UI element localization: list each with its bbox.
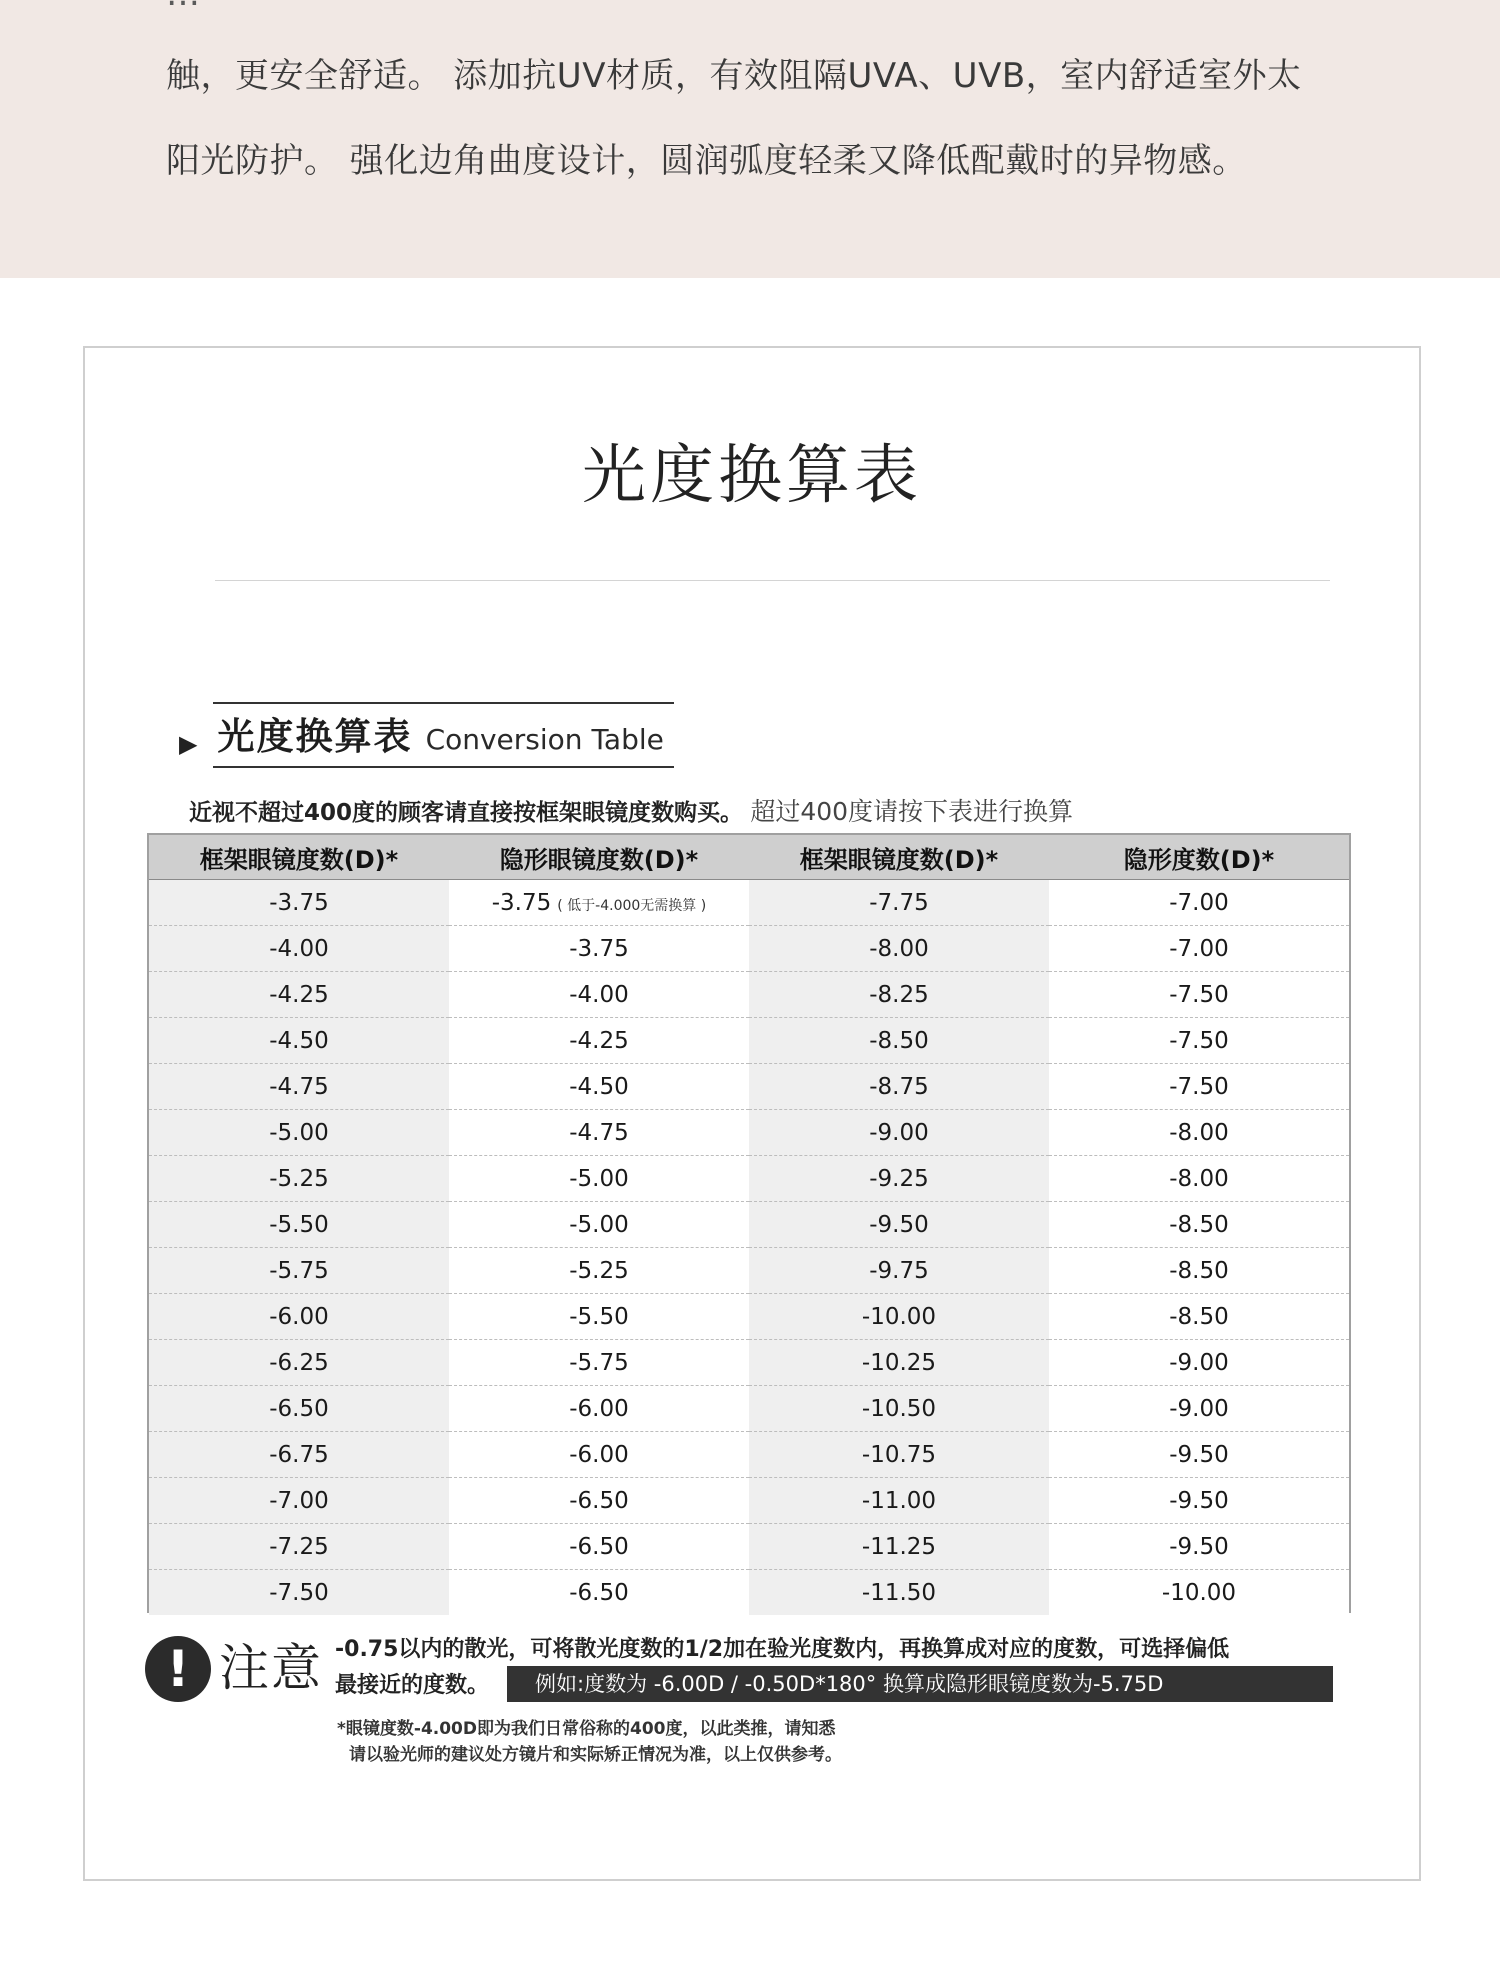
table-row [149, 1018, 1349, 1064]
triangle-right-icon: ▶ [179, 730, 198, 758]
table-cell [1049, 1294, 1349, 1340]
table-cell [749, 1202, 1049, 1248]
cell-value: -10.75 [861, 1441, 937, 1468]
cell-value: -5.50 [269, 1211, 329, 1238]
table-row [149, 1248, 1349, 1294]
intro-line: 触，更安全舒适。 添加抗UV材质，有效阻隔UVA、UVB，室内舒适室外太 [166, 56, 1302, 96]
cell-value: -4.75 [269, 1073, 329, 1100]
cell-value: -8.50 [869, 1027, 929, 1054]
column-header: 隐形度数(D)* [1049, 835, 1349, 880]
cell-value: -9.00 [869, 1119, 929, 1146]
table-cell [1049, 1202, 1349, 1248]
table-cell [749, 1156, 1049, 1202]
cell-value: -11.00 [861, 1487, 937, 1514]
table-cell [749, 926, 1049, 972]
cell-value: -7.00 [1169, 889, 1229, 916]
cell-value: -9.50 [869, 1211, 929, 1238]
cell-value: -5.00 [569, 1211, 629, 1238]
cell-value: -5.25 [569, 1257, 629, 1284]
cell-value: -7.50 [269, 1579, 329, 1606]
table-cell [449, 1386, 749, 1432]
table-cell [149, 1524, 449, 1570]
table-cell [1049, 1524, 1349, 1570]
table-cell [1049, 1064, 1349, 1110]
warning-title: 注意 [219, 1639, 323, 1697]
table-row [149, 1570, 1349, 1616]
cell-value: -3.75 [569, 935, 629, 962]
cell-value: -6.50 [569, 1487, 629, 1514]
notice-text-secondary: 超过400度请按下表进行换算 [750, 797, 1074, 826]
cell-value: -8.00 [1169, 1119, 1229, 1146]
table-row [149, 880, 1349, 926]
table-cell [149, 1386, 449, 1432]
table-cell [449, 1248, 749, 1294]
title-divider [215, 580, 1330, 581]
footnote: 请以验光师的建议处方镜片和实际矫正情况为准，以上仅供参考。 [349, 1745, 842, 1765]
table-cell [149, 1294, 449, 1340]
table-cell [749, 972, 1049, 1018]
cell-value: -4.00 [269, 935, 329, 962]
table-row [149, 1294, 1349, 1340]
table-cell [149, 1202, 449, 1248]
cell-value: -11.50 [861, 1579, 937, 1606]
table-cell [449, 1110, 749, 1156]
table-cell [1049, 1018, 1349, 1064]
table-cell [449, 1524, 749, 1570]
table-cell [449, 1478, 749, 1524]
cell-value: -6.25 [269, 1349, 329, 1376]
table-cell [449, 972, 749, 1018]
section-label [213, 702, 673, 768]
cell-value: -5.00 [569, 1165, 629, 1192]
table-cell [449, 1202, 749, 1248]
cell-value: -7.00 [269, 1487, 329, 1514]
table-cell [1049, 1432, 1349, 1478]
cell-value: -9.75 [869, 1257, 929, 1284]
table-row [149, 1340, 1349, 1386]
table-cell [449, 880, 749, 926]
cell-value: -4.50 [569, 1073, 629, 1100]
example-banner: 例如:度数为 -6.00D / -0.50D*180° 换算成隐形眼镜度数为-5.75D [507, 1666, 1333, 1702]
table-cell [449, 926, 749, 972]
table-row [149, 1524, 1349, 1570]
table-cell [1049, 1386, 1349, 1432]
table-cell [449, 1294, 749, 1340]
table-cell [149, 1018, 449, 1064]
table-cell [149, 1478, 449, 1524]
intro-line [166, 0, 201, 14]
table-cell [749, 1064, 1049, 1110]
table-cell [749, 1524, 1049, 1570]
table-cell [149, 1570, 449, 1616]
cell-value: -7.00 [1169, 935, 1229, 962]
cell-value: -9.50 [1169, 1487, 1229, 1514]
table-cell [149, 926, 449, 972]
table-cell [749, 1018, 1049, 1064]
table-cell [749, 1340, 1049, 1386]
table-cell [749, 880, 1049, 926]
cell-value: -8.50 [1169, 1303, 1229, 1330]
warning-text: -0.75以内的散光，可将散光度数的1/2加在验光度数内，再换算成对应的度数，可选择偏低 [335, 1637, 1230, 1662]
cell-value: -7.50 [1169, 1073, 1229, 1100]
table-cell [1049, 926, 1349, 972]
table-cell [749, 1294, 1049, 1340]
cell-value: -8.75 [869, 1073, 929, 1100]
table-cell [449, 1570, 749, 1616]
table-cell [1049, 972, 1349, 1018]
cell-value: -5.75 [569, 1349, 629, 1376]
table-header-row [149, 835, 1349, 880]
cell-value: -8.50 [1169, 1257, 1229, 1284]
page-title: 光度换算表 [582, 439, 922, 513]
table-cell [749, 1110, 1049, 1156]
cell-value: -6.75 [269, 1441, 329, 1468]
cell-value: -10.00 [1161, 1579, 1237, 1606]
cell-note: ( 低于-4.000无需换算 ) [557, 897, 707, 914]
section-title-cn: 光度换算表 [217, 715, 413, 758]
conversion-card [83, 346, 1421, 1881]
cell-value: -8.25 [869, 981, 929, 1008]
table-cell [149, 880, 449, 926]
intro-panel [0, 0, 1500, 278]
table-cell [1049, 1478, 1349, 1524]
table-cell [749, 1570, 1049, 1616]
cell-value: -7.50 [1169, 1027, 1229, 1054]
table-cell [449, 1064, 749, 1110]
table-cell [749, 1478, 1049, 1524]
section-heading [179, 714, 674, 768]
table-cell [749, 1432, 1049, 1478]
table-cell [449, 1432, 749, 1478]
cell-value: -5.75 [269, 1257, 329, 1284]
cell-value: -7.75 [869, 889, 929, 916]
table-cell [749, 1386, 1049, 1432]
table-cell [149, 1432, 449, 1478]
cell-value: -10.00 [861, 1303, 937, 1330]
table-row [149, 1064, 1349, 1110]
table-row [149, 926, 1349, 972]
purchase-notice [189, 792, 1073, 828]
cell-value: -4.25 [269, 981, 329, 1008]
cell-value: -8.00 [869, 935, 929, 962]
column-header: 框架眼镜度数(D)* [749, 835, 1049, 880]
table-row [149, 1156, 1349, 1202]
table-cell [1049, 1570, 1349, 1616]
section-title-en: Conversion Table [425, 723, 664, 756]
table-cell [149, 1340, 449, 1386]
conversion-table [147, 833, 1351, 1613]
notice-text: 近视不超过400度的顾客请直接按框架眼镜度数购买。 [189, 800, 744, 826]
cell-value: -6.00 [569, 1395, 629, 1422]
cell-value: -6.50 [569, 1579, 629, 1606]
table-cell [449, 1018, 749, 1064]
cell-value: -9.50 [1169, 1533, 1229, 1560]
table-cell [1049, 1340, 1349, 1386]
cell-value: -10.50 [861, 1395, 937, 1422]
cell-value: -8.50 [1169, 1211, 1229, 1238]
cell-value: -9.50 [1169, 1441, 1229, 1468]
table-row [149, 1202, 1349, 1248]
table-cell [749, 1248, 1049, 1294]
exclamation-icon: ! [145, 1636, 211, 1702]
cell-value: -5.00 [269, 1119, 329, 1146]
cell-value: -6.00 [569, 1441, 629, 1468]
cell-value: -7.25 [269, 1533, 329, 1560]
table-cell [1049, 1248, 1349, 1294]
table-cell [149, 1156, 449, 1202]
table-cell [149, 1064, 449, 1110]
table-row [149, 1478, 1349, 1524]
cell-value: -5.25 [269, 1165, 329, 1192]
cell-value: -5.50 [569, 1303, 629, 1330]
table-row [149, 972, 1349, 1018]
cell-value: -9.25 [869, 1165, 929, 1192]
table-row [149, 1110, 1349, 1156]
column-header: 框架眼镜度数(D)* [149, 835, 449, 880]
warning-text: 最接近的度数。 [335, 1673, 490, 1698]
cell-value: -10.25 [861, 1349, 937, 1376]
table-cell [449, 1340, 749, 1386]
cell-value: -3.75 [491, 889, 552, 916]
footnote: *眼镜度数-4.00D即为我们日常俗称的400度，以此类推，请知悉 [337, 1719, 836, 1739]
table-cell [1049, 880, 1349, 926]
cell-value: -4.25 [569, 1027, 629, 1054]
cell-value: -7.50 [1169, 981, 1229, 1008]
table-cell [149, 1110, 449, 1156]
cell-value: -3.75 [269, 889, 329, 916]
table-row [149, 1386, 1349, 1432]
table-cell [1049, 1110, 1349, 1156]
table-cell [449, 1156, 749, 1202]
cell-value: -9.00 [1169, 1395, 1229, 1422]
cell-value: -4.75 [569, 1119, 629, 1146]
cell-value: -6.00 [269, 1303, 329, 1330]
cell-value: -8.00 [1169, 1165, 1229, 1192]
cell-value: -9.00 [1169, 1349, 1229, 1376]
table-cell [149, 972, 449, 1018]
table-cell [149, 1248, 449, 1294]
column-header: 隐形眼镜度数(D)* [449, 835, 749, 880]
cell-value: -6.50 [569, 1533, 629, 1560]
cell-value: -4.50 [269, 1027, 329, 1054]
cell-value: -6.50 [269, 1395, 329, 1422]
table-row [149, 1432, 1349, 1478]
intro-line: 阳光防护。 强化边角曲度设计，圆润弧度轻柔又降低配戴时的异物感。 [166, 141, 1247, 181]
table-cell [1049, 1156, 1349, 1202]
cell-value: -4.00 [569, 981, 629, 1008]
cell-value: -11.25 [861, 1533, 937, 1560]
